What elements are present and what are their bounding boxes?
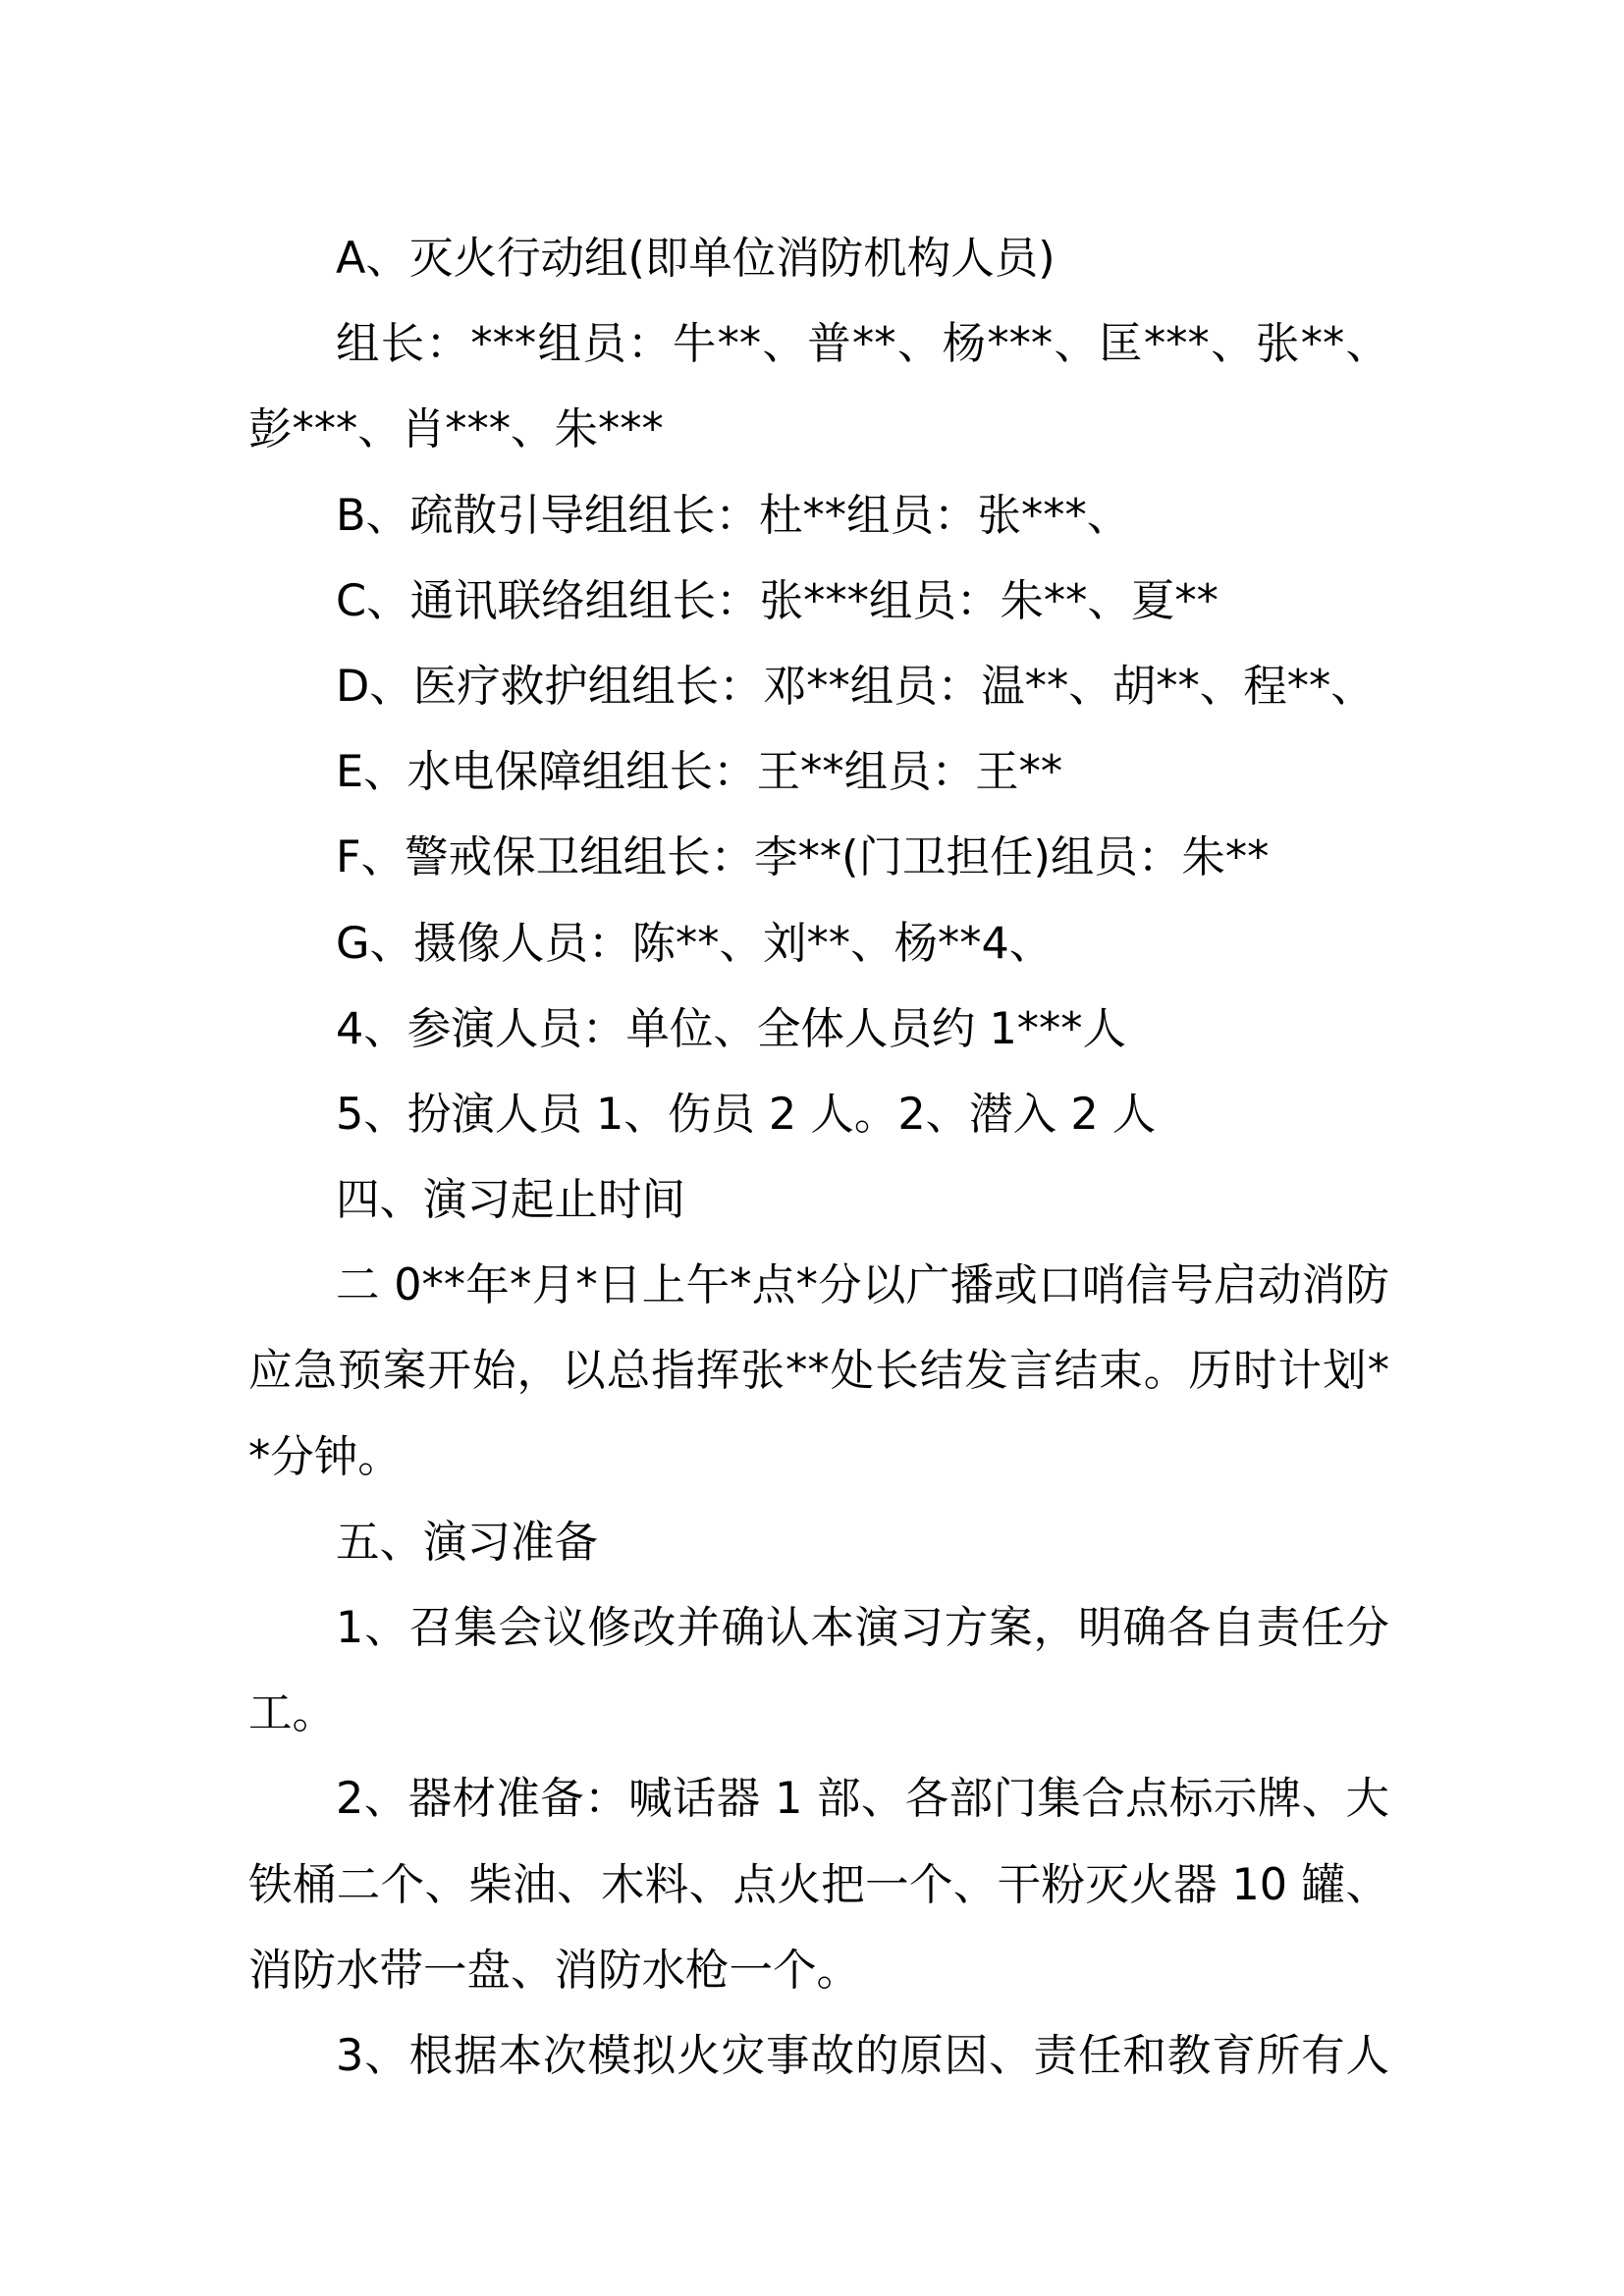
text-line: F、警戒保卫组组长：李**(门卫担任)组员：朱**: [336, 832, 1270, 883]
text-line: D、医疗救护组组长：邓**组员：温**、胡**、程**、: [336, 661, 1375, 712]
paragraph: [248, 815, 1389, 900]
text-line: 1、召集会议修改并确认本演习方案，明确各自责任分: [336, 1603, 1389, 1653]
text-line: A、灭火行动组(即单位消防机构人员): [336, 234, 1056, 284]
text-line: 4、参演人员：单位、全体人员约 1***人: [336, 1003, 1127, 1054]
paragraph: [248, 2013, 1389, 2099]
paragraph: [248, 559, 1389, 644]
text-line: *分钟。: [248, 1431, 402, 1482]
text-line: E、水电保障组组长：王**组员：王**: [336, 747, 1063, 798]
paragraph: [248, 987, 1389, 1072]
text-line: 应急预案开始，以总指挥张**处长结发言结束。历时计划*: [248, 1346, 1389, 1397]
text-line: 组长：***组员：牛**、普**、杨***、匡***、张**、: [336, 319, 1389, 370]
text-line: 3、根据本次模拟火灾事故的原因、责任和教育所有人: [336, 2030, 1389, 2081]
text-line: 彭***、肖***、朱***: [248, 404, 664, 455]
text-line: 四、演习起止时间: [336, 1175, 686, 1226]
paragraph: [248, 644, 1389, 729]
paragraph: [248, 1072, 1389, 1157]
text-line: 铁桶二个、柴油、木料、点火把一个、干粉灭火器 10 罐、: [248, 1859, 1389, 1910]
paragraph: [248, 473, 1389, 559]
paragraph: [248, 901, 1389, 987]
text-line: 工。: [248, 1688, 337, 1739]
paragraph: [248, 1756, 1389, 2013]
text-line: 二 0**年*月*日上午*点*分以广播或口哨信号启动消防: [336, 1260, 1389, 1311]
text-line: B、疏散引导组组长：杜**组员：张***、: [336, 490, 1131, 541]
text-line: 2、器材准备：喊话器 1 部、各部门集合点标示牌、大: [336, 1774, 1389, 1825]
paragraph: [248, 1585, 1389, 1756]
text-line: G、摄像人员：陈**、刘**、杨**4、: [336, 918, 1054, 969]
text-line: 5、扮演人员 1、伤员 2 人。2、潜入 2 人: [336, 1089, 1157, 1140]
paragraph: [248, 301, 1389, 472]
text-line: C、通讯联络组组长：张***组员：朱**、夏**: [336, 575, 1218, 626]
paragraph: [248, 1243, 1389, 1500]
paragraph: [248, 1500, 1389, 1585]
text-line: 五、演习准备: [336, 1517, 599, 1568]
paragraph: [248, 1157, 1389, 1243]
document-page: [248, 216, 1389, 2099]
paragraph: [248, 729, 1389, 815]
text-line: 消防水带一盘、消防水枪一个。: [248, 1945, 861, 1996]
paragraph: [248, 216, 1389, 301]
